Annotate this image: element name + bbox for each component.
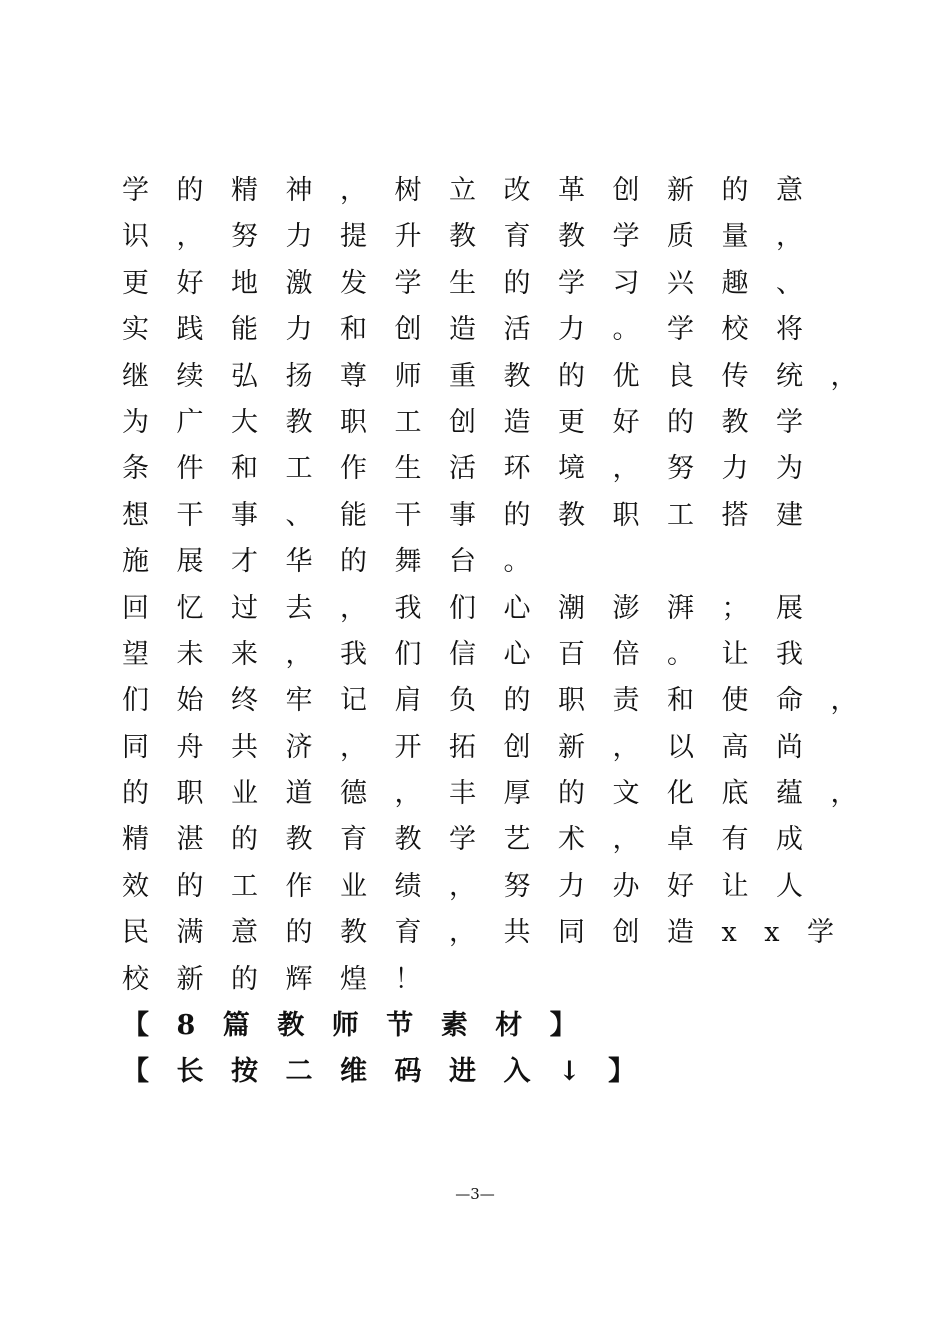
text-line: 更好地激发学生的学习兴趣、	[122, 267, 831, 299]
text-line: 的职业道德，丰厚的文化底蕴，	[122, 778, 885, 810]
text-line: 回忆过去，我们心潮澎湃；展	[122, 592, 831, 624]
qr-code-entry-link[interactable]: 【长按二维码进入↓】	[122, 1056, 663, 1088]
text-line: 民满意的教育，共同创造xx学	[122, 917, 862, 949]
page-number: —3—	[455, 1185, 495, 1203]
text-line: 继续弘扬尊师重教的优良传统，	[122, 360, 885, 392]
text-line: 想干事、能干事的教职工搭建	[122, 499, 831, 531]
text-line: 校新的辉煌！	[122, 963, 449, 995]
text-line: 们始终牢记肩负的职责和使命，	[122, 685, 885, 717]
text-line: 施展才华的舞台。	[122, 546, 558, 578]
text-line: 精湛的教育教学艺术，卓有成	[122, 824, 831, 856]
teacher-day-material-link[interactable]: 【8篇教师节素材】	[122, 1010, 605, 1042]
text-line: 同舟共济，开拓创新，以高尚	[122, 731, 831, 763]
text-line: 条件和工作生活环境，努力为	[122, 453, 831, 485]
text-line: 为广大教职工创造更好的教学	[122, 406, 831, 438]
text-line: 识，努力提升教育教学质量，	[122, 221, 831, 253]
text-line: 学的精神，树立改革创新的意	[122, 175, 831, 206]
body-text	[122, 168, 885, 1096]
text-line: 望未来，我们信心百倍。让我	[122, 638, 831, 670]
text-line: 效的工作业绩，努力办好让人	[122, 870, 831, 902]
text-line: 实践能力和创造活力。学校将	[122, 314, 831, 346]
